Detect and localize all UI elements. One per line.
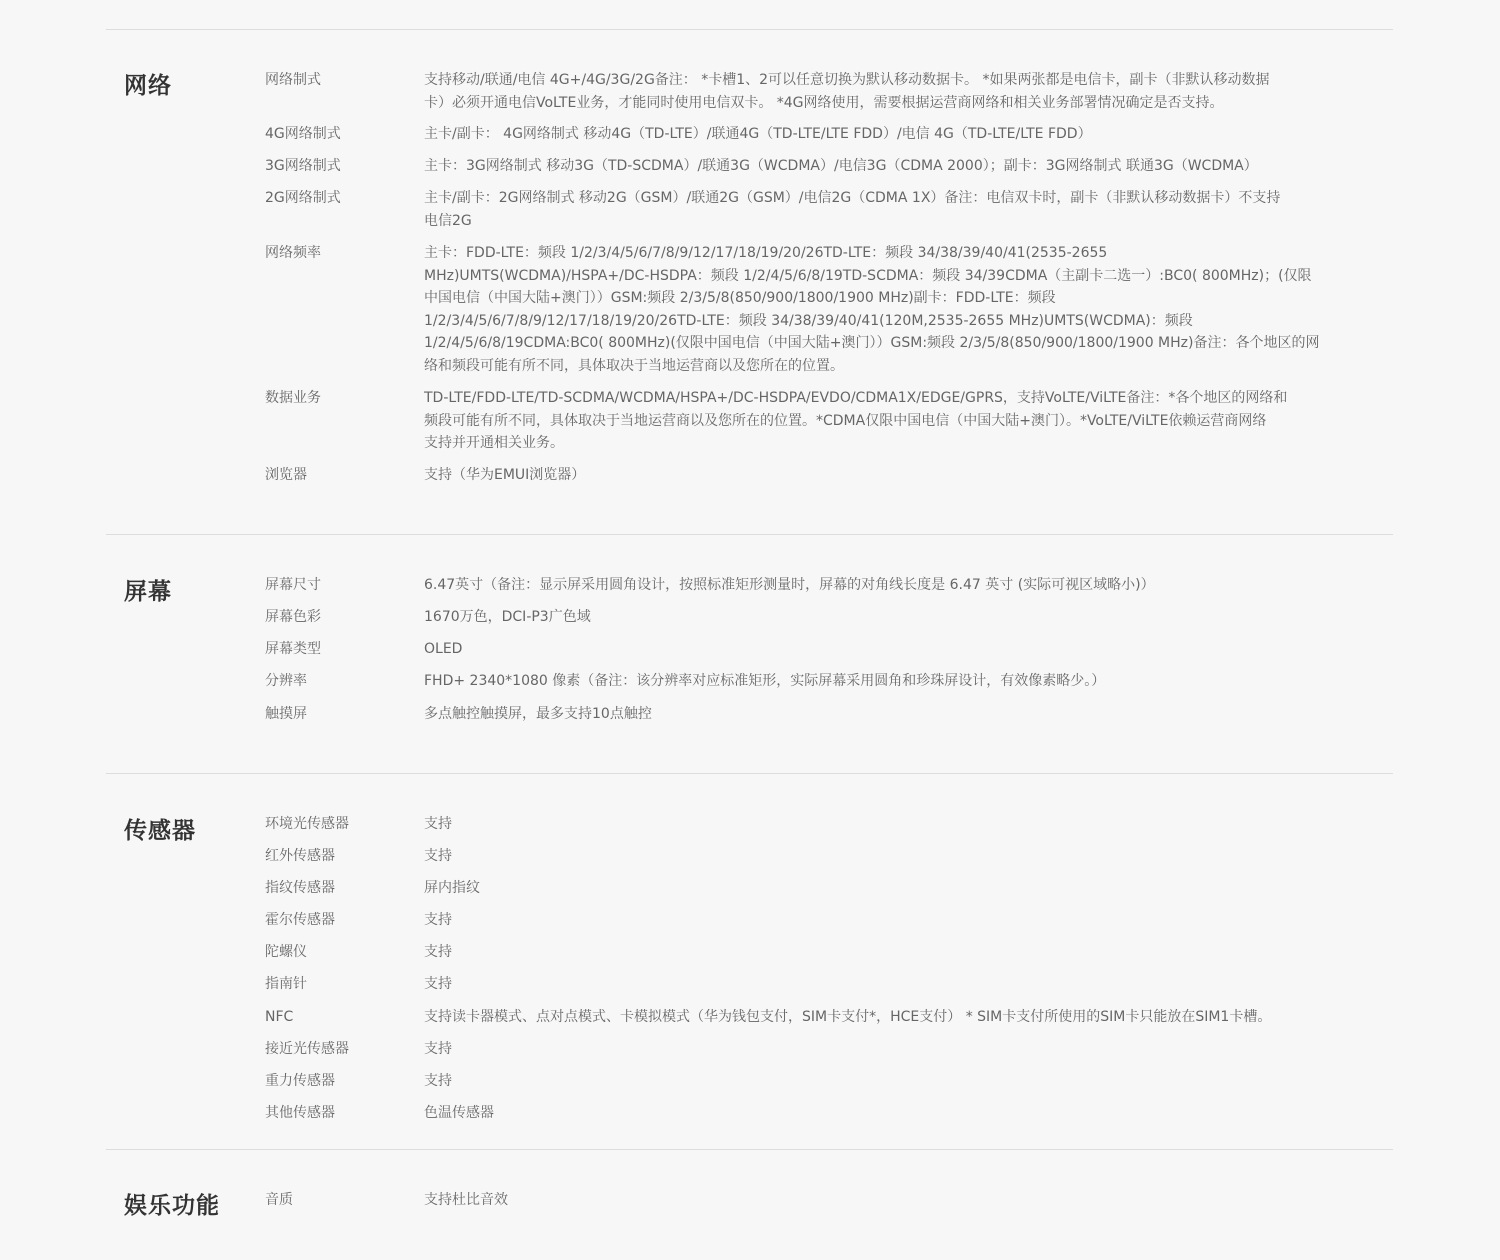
spec-label: 触摸屏 bbox=[265, 706, 307, 722]
spec-value bbox=[424, 670, 1339, 693]
spec-value bbox=[424, 606, 1339, 629]
spec-value bbox=[424, 123, 1339, 146]
spec-label: 屏幕尺寸 bbox=[265, 577, 321, 593]
spec-value-line: 主卡：FDD-LTE：频段 1/2/3/4/5/6/7/8/9/12/17/18/19/20/26TD-LTE：频段 34/38/39/40/41(2535-2655 bbox=[424, 245, 1108, 261]
spec-value-line: 1/2/4/5/6/8/19CDMA:BC0( 800MHz)(仅限中国电信（中国大陆+澳门））GSM:频段 2/3/5/8(850/900/1800/1900 MHz)备注：各个地区的网 bbox=[424, 335, 1320, 351]
spec-label: 3G网络制式 bbox=[265, 158, 341, 174]
spec-value bbox=[424, 1038, 1339, 1061]
spec-value-line: 卡）必须开通电信VoLTE业务，才能同时使用电信双卡。 *4G网络使用，需要根据运营商网络和相关业务部署情况确定是否支持。 bbox=[424, 94, 1224, 111]
spec-value-line: 主卡/副卡：2G网络制式 移动2G（GSM）/联通2G（GSM）/电信2G（CDMA 1X）备注：电信双卡时，副卡（非默认移动数据卡）不支持 bbox=[424, 190, 1281, 206]
spec-value-line: 1670万色，DCI-P3广色域 bbox=[424, 609, 591, 625]
spec-value bbox=[424, 574, 1339, 597]
spec-value-line: 屏内指纹 bbox=[424, 880, 480, 896]
spec-value bbox=[424, 703, 1339, 726]
spec-value-line: 支持 bbox=[424, 816, 452, 832]
spec-value bbox=[424, 973, 1339, 996]
spec-label: 4G网络制式 bbox=[265, 126, 341, 142]
section-divider bbox=[106, 534, 1393, 535]
spec-value-line: 支持 bbox=[424, 848, 452, 864]
spec-label: 分辨率 bbox=[265, 673, 307, 689]
spec-value-line: 支持 bbox=[424, 912, 452, 928]
spec-value bbox=[424, 877, 1339, 900]
spec-value-line: 支持 bbox=[424, 944, 452, 960]
spec-value-line: 主卡/副卡： 4G网络制式 移动4G（TD-LTE）/联通4G（TD-LTE/LTE FDD）/电信 4G（TD-LTE/LTE FDD） bbox=[424, 126, 1092, 142]
spec-label: 网络制式 bbox=[265, 72, 321, 88]
spec-value-line: 电信2G bbox=[424, 212, 472, 229]
spec-value-line: 频段可能有所不同，具体取决于当地运营商以及您所在的位置。*CDMA仅限中国电信（中国大陆+澳门）。*VoLTE/ViLTE依赖运营商网络 bbox=[424, 412, 1267, 429]
spec-label: 音质 bbox=[265, 1192, 293, 1208]
spec-value-line: 络和频段可能有所不同，具体取决于当地运营商以及您所在的位置。 bbox=[424, 357, 844, 374]
spec-value-line: FHD+ 2340*1080 像素（备注：该分辨率对应标准矩形，实际屏幕采用圆角和珍珠屏设计，有效像素略少。） bbox=[424, 673, 1106, 689]
spec-label: NFC bbox=[265, 1009, 294, 1025]
spec-value bbox=[424, 187, 1339, 232]
spec-label: 指南针 bbox=[265, 976, 307, 992]
spec-value bbox=[424, 1006, 1339, 1029]
spec-value bbox=[424, 638, 1339, 661]
spec-value-line: 多点触控触摸屏，最多支持10点触控 bbox=[424, 706, 652, 722]
spec-label: 2G网络制式 bbox=[265, 190, 341, 206]
spec-label: 数据业务 bbox=[265, 390, 321, 406]
spec-value bbox=[424, 845, 1339, 868]
spec-label: 重力传感器 bbox=[265, 1073, 335, 1089]
section-divider bbox=[106, 773, 1393, 774]
section-divider bbox=[106, 29, 1393, 30]
spec-value-line: 支持 bbox=[424, 1041, 452, 1057]
spec-value bbox=[424, 941, 1339, 964]
spec-value-line: 支持 bbox=[424, 1073, 452, 1089]
spec-value bbox=[424, 1102, 1339, 1125]
spec-value bbox=[424, 387, 1339, 455]
section-title: 娱乐功能 bbox=[124, 1193, 220, 1219]
spec-value-line: 支持读卡器模式、点对点模式、卡模拟模式（华为钱包支付，SIM卡支付*，HCE支付） * SIM卡支付所使用的SIM卡只能放在SIM1卡槽。 bbox=[424, 1009, 1272, 1025]
spec-value-line: 支持并开通相关业务。 bbox=[424, 435, 564, 451]
spec-label: 浏览器 bbox=[265, 467, 307, 483]
section-title: 传感器 bbox=[124, 818, 196, 844]
section-title: 网络 bbox=[124, 73, 172, 99]
spec-value-line: 支持 bbox=[424, 976, 452, 992]
spec-value-line: 6.47英寸（备注：显示屏采用圆角设计，按照标准矩形测量时，屏幕的对角线长度是 6.47 英寸 (实际可视区域略小)） bbox=[424, 577, 1155, 593]
spec-value-line: MHz)UMTS(WCDMA)/HSPA+/DC-HSDPA：频段 1/2/4/5/6/8/19TD-SCDMA：频段 34/39CDMA（主副卡二选一）:BC0( 800MHz)；(仅限 bbox=[424, 267, 1312, 284]
section-divider bbox=[106, 1149, 1393, 1150]
spec-value-line: 支持移动/联通/电信 4G+/4G/3G/2G备注： *卡槽1、2可以任意切换为默认移动数据卡。 *如果两张都是电信卡，副卡（非默认移动数据 bbox=[424, 72, 1270, 88]
spec-value-line: 支持（华为EMUI浏览器） bbox=[424, 467, 586, 483]
spec-label: 接近光传感器 bbox=[265, 1041, 349, 1057]
spec-value-line: 主卡：3G网络制式 移动3G（TD-SCDMA）/联通3G（WCDMA）/电信3G（CDMA 2000）；副卡：3G网络制式 联通3G（WCDMA） bbox=[424, 158, 1258, 174]
spec-label: 屏幕色彩 bbox=[265, 609, 321, 625]
spec-value bbox=[424, 813, 1339, 836]
spec-label: 陀螺仪 bbox=[265, 944, 307, 960]
spec-value bbox=[424, 69, 1339, 114]
spec-label: 红外传感器 bbox=[265, 848, 335, 864]
spec-label: 其他传感器 bbox=[265, 1105, 335, 1121]
spec-value bbox=[424, 464, 1339, 487]
spec-value-line: 支持杜比音效 bbox=[424, 1192, 508, 1208]
spec-value bbox=[424, 155, 1339, 178]
spec-value bbox=[424, 909, 1339, 932]
spec-label: 网络频率 bbox=[265, 245, 321, 261]
spec-value-line: 1/2/3/4/5/6/7/8/9/12/17/18/19/20/26TD-LTE：频段 34/38/39/40/41(120M,2535-2655 MHz)UMTS(WCDMA)：频段 bbox=[424, 312, 1193, 329]
spec-value-line: 中国电信（中国大陆+澳门））GSM:频段 2/3/5/8(850/900/1800/1900 MHz)副卡：FDD-LTE：频段 bbox=[424, 290, 1056, 306]
spec-value-line: OLED bbox=[424, 641, 463, 657]
spec-value-line: TD-LTE/FDD-LTE/TD-SCDMA/WCDMA/HSPA+/DC-HSDPA/EVDO/CDMA1X/EDGE/GPRS，支持VoLTE/ViLTE备注：*各个地区的网络和 bbox=[424, 390, 1288, 406]
spec-value bbox=[424, 242, 1339, 377]
spec-label: 环境光传感器 bbox=[265, 816, 349, 832]
spec-value bbox=[424, 1189, 1339, 1212]
section-title: 屏幕 bbox=[124, 579, 172, 605]
spec-label: 霍尔传感器 bbox=[265, 912, 335, 928]
spec-value-line: 色温传感器 bbox=[424, 1105, 494, 1121]
spec-value bbox=[424, 1070, 1339, 1093]
spec-label: 指纹传感器 bbox=[265, 880, 335, 896]
spec-label: 屏幕类型 bbox=[265, 641, 321, 657]
